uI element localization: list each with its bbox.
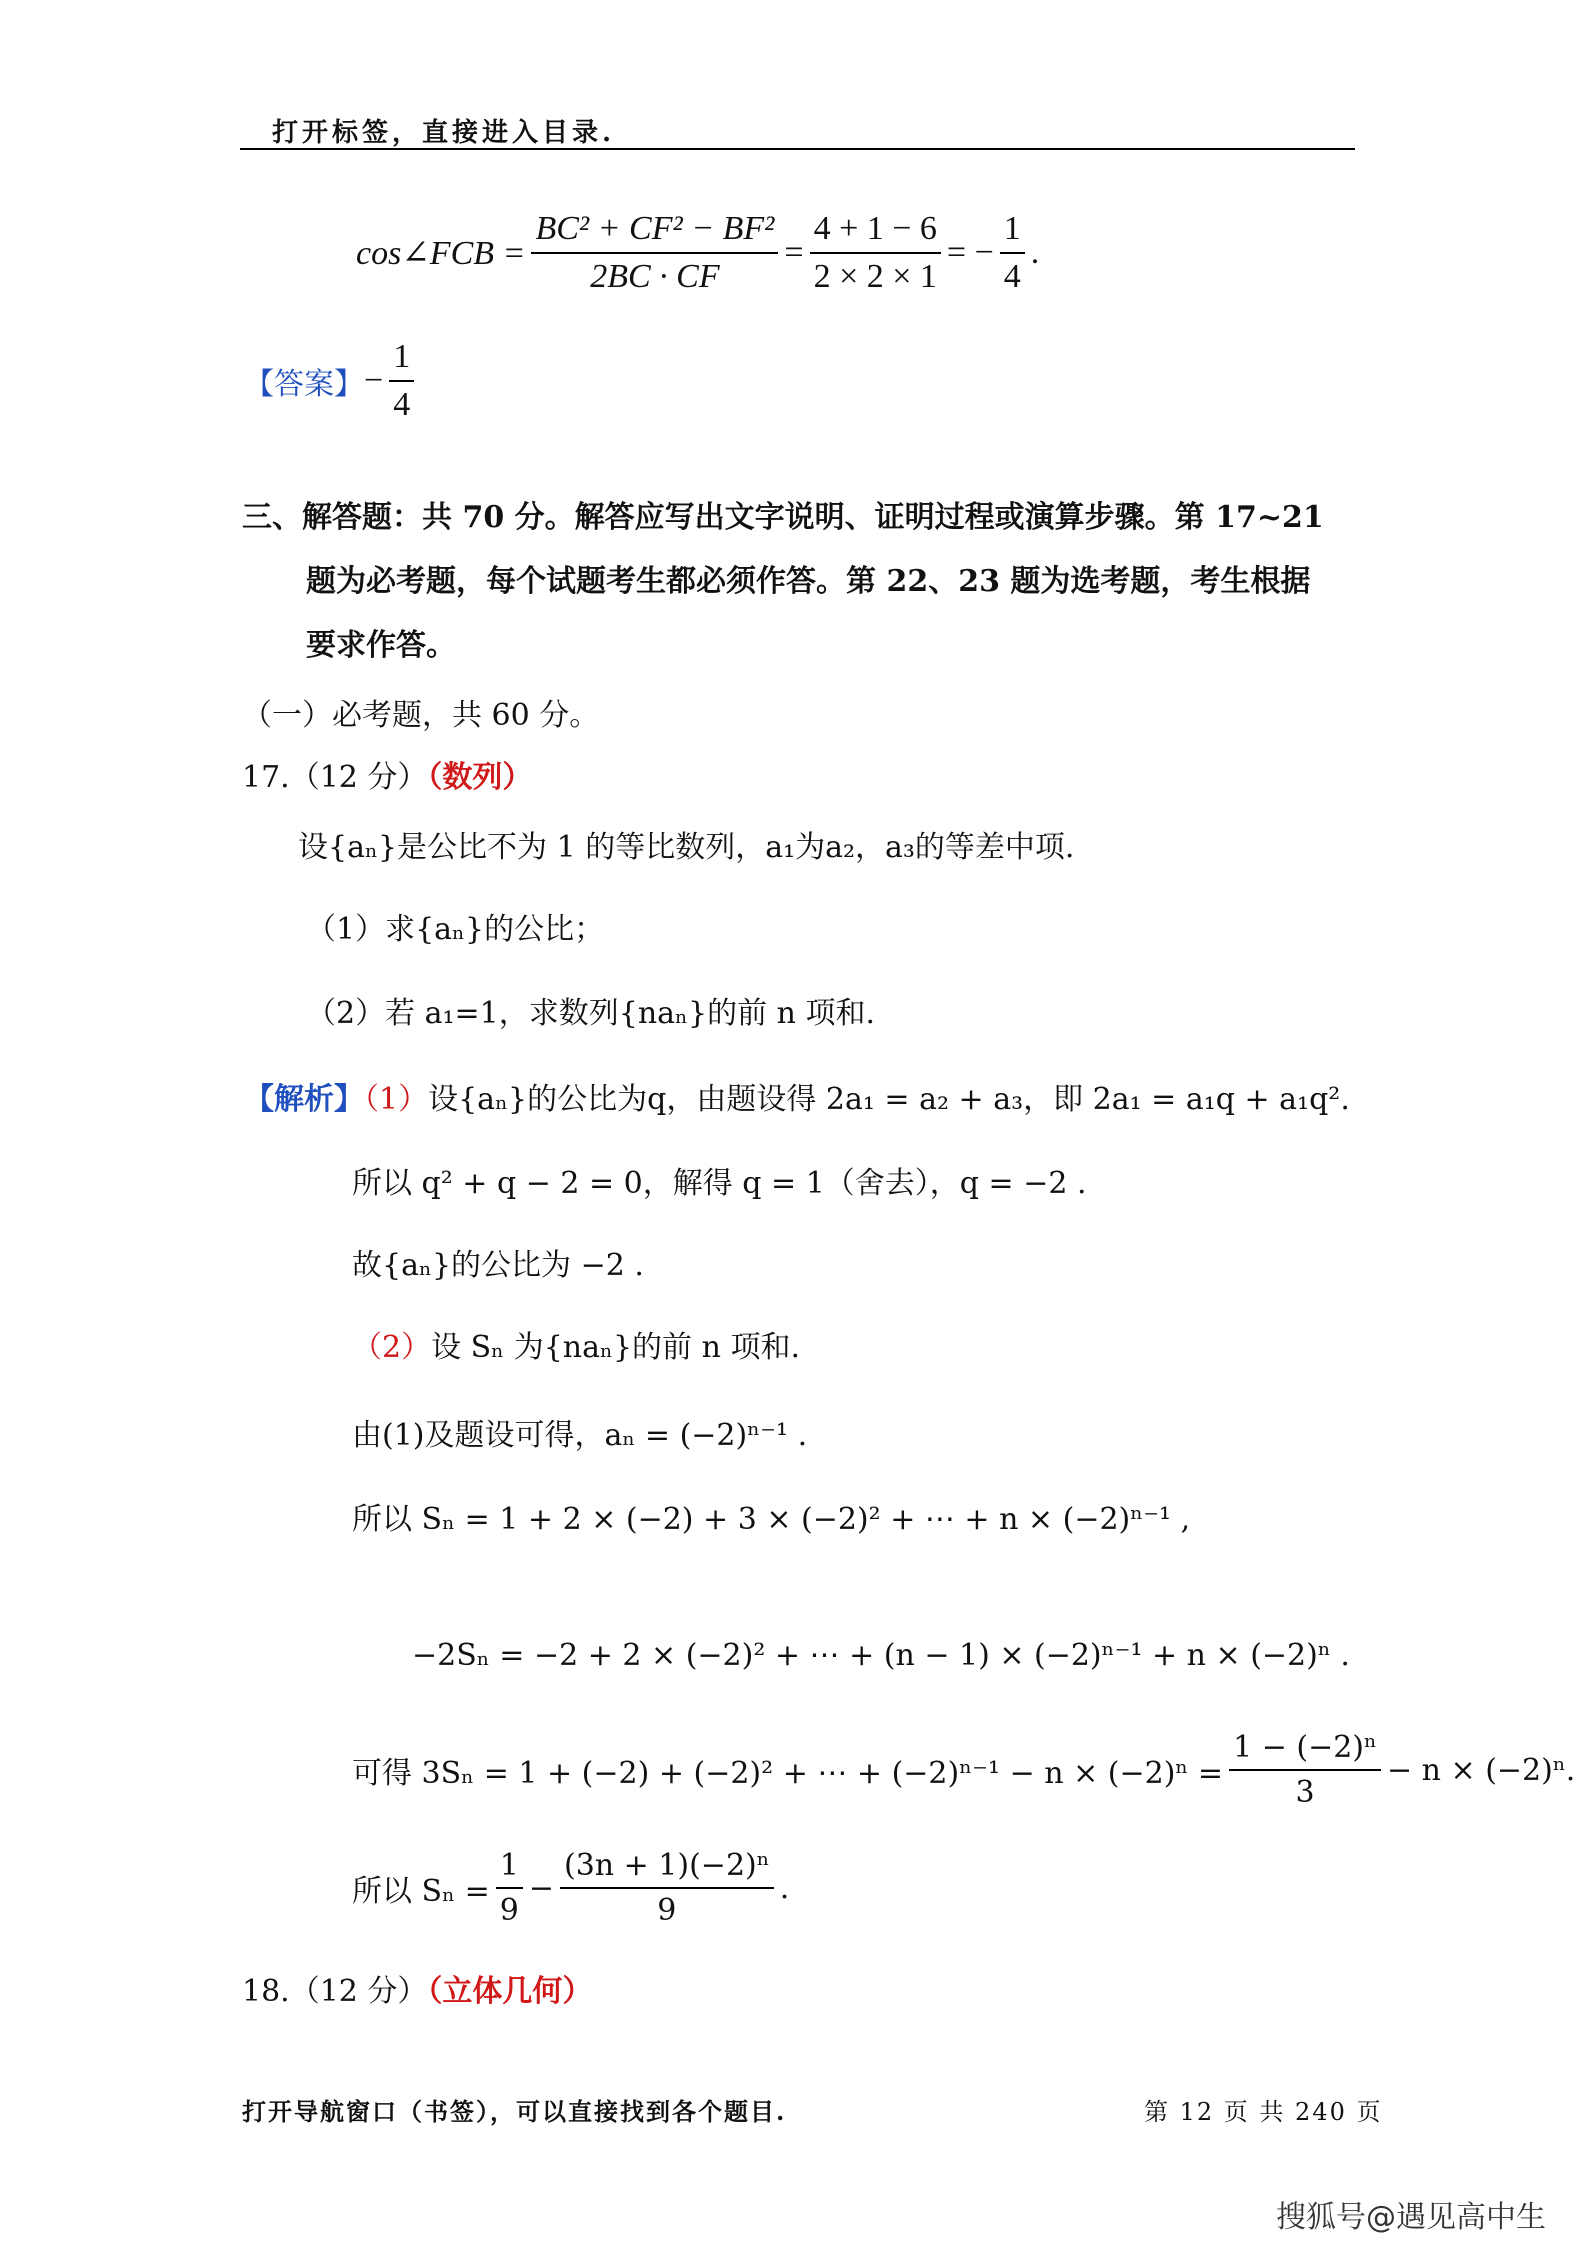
solution-line9-f2num: (3n + 1)(−2)ⁿ [560, 1848, 774, 1889]
footer-left: 打开导航窗口（书签），可以直接找到各个题目. [242, 2097, 787, 2126]
subsection-title: （一）必考题，共 60 分。 [242, 698, 600, 733]
solution-line9-end: . [779, 1870, 790, 1906]
solution-line3: 故{aₙ}的公比为 −2 . [352, 1248, 644, 1283]
answer-den: 4 [393, 386, 411, 423]
solution-part1-label: （1） [364, 1082, 429, 1117]
cos-eq: = [784, 234, 804, 271]
watermark: 搜狐号@遇见高中生 [1276, 2200, 1546, 2235]
q18-number: 18.（12 分） [242, 1974, 428, 2009]
section3-line3: 要求作答。 [306, 628, 456, 663]
solution-line5: 由(1)及题设可得，aₙ = (−2)ⁿ⁻¹ . [352, 1418, 808, 1453]
cos-frac1 [531, 210, 778, 296]
solution-part2-label: （2） [352, 1330, 432, 1365]
solution-line8-den: 3 [1295, 1775, 1315, 1810]
solution-line9-frac1 [496, 1848, 523, 1928]
cos-frac3 [1000, 210, 1025, 296]
header-rule [240, 148, 1355, 150]
q18-topic: （立体几何） [427, 1974, 593, 2009]
answer-sign: − [364, 362, 384, 399]
cos-frac3-den: 4 [1003, 258, 1021, 295]
solution-line8 [352, 1730, 1575, 1810]
cos-formula [356, 210, 1039, 296]
solution-line8-frac [1229, 1730, 1381, 1810]
cos-frac1-den: 2BC · CF [590, 258, 720, 295]
answer-block [244, 338, 420, 424]
answer-frac [389, 338, 414, 424]
cos-frac2-num: 4 + 1 − 6 [810, 210, 941, 254]
solution-line1: 设{aₙ}的公比为q，由题设得 2a₁ = a₂ + a₃，即 2a₁ = a₁q + a₁q². [428, 1082, 1350, 1117]
footer-page-number: 第 12 页 共 240 页 [1144, 2098, 1383, 2126]
q18-heading [242, 1966, 592, 2010]
solution-line9-f1num: 1 [496, 1848, 523, 1889]
solution-line4: 设 Sₙ 为{naₙ}的前 n 项和. [431, 1330, 800, 1365]
q17-part2: （2）若 a₁=1，求数列{naₙ}的前 n 项和. [306, 996, 876, 1031]
solution-line4-row [352, 1322, 800, 1366]
solution-line9 [352, 1848, 789, 1928]
solution-line8-num: 1 − (−2)ⁿ [1229, 1730, 1381, 1771]
solution-line9-frac2 [560, 1848, 774, 1928]
solution-line7: −2Sₙ = −2 + 2 × (−2)² + ⋯ + (n − 1) × (−2)ⁿ⁻¹ + n × (−2)ⁿ . [412, 1638, 1350, 1673]
solution-line1-row [244, 1074, 1350, 1118]
solution-line8-post: − n × (−2)ⁿ. [1386, 1752, 1576, 1788]
q17-heading [242, 752, 532, 796]
q17-part1: （1）求{aₙ}的公比； [306, 912, 605, 947]
solution-line8-pre: 可得 3Sₙ = 1 + (−2) + (−2)² + ⋯ + (−2)ⁿ⁻¹ − n × (−2)ⁿ = [352, 1756, 1224, 1791]
solution-line2: 所以 q² + q − 2 = 0，解得 q = 1（舍去），q = −2 . [352, 1166, 1087, 1201]
solution-line9-minus: − [528, 1870, 554, 1906]
solution-tag: 【解析】 [244, 1082, 364, 1117]
answer-tag: 【答案】 [244, 368, 364, 401]
section3-line1: 三、解答题：共 70 分。解答应写出文字说明、证明过程或演算步骤。第 17~21 [242, 500, 1324, 535]
solution-line9-f2den: 9 [657, 1893, 677, 1928]
cos-frac2-den: 2 × 2 × 1 [813, 258, 937, 295]
q17-topic: （数列） [427, 760, 533, 795]
header-note: 打开标签，直接进入目录. [272, 118, 616, 148]
q17-stem: 设{aₙ}是公比不为 1 的等比数列，a₁为a₂，a₃的等差中项. [298, 830, 1075, 865]
section3-line2: 题为必考题，每个试题考生都必须作答。第 22、23 题为选考题，考生根据 [306, 564, 1311, 599]
solution-line9-pre: 所以 Sₙ = [352, 1874, 490, 1909]
cos-end: . [1030, 234, 1040, 271]
cos-frac2 [810, 210, 941, 296]
answer-num: 1 [389, 338, 414, 382]
cos-eq2: = − [946, 234, 994, 271]
cos-lhs: cos∠FCB = [356, 235, 526, 272]
solution-line9-f1den: 9 [499, 1893, 519, 1928]
cos-frac3-num: 1 [1000, 210, 1025, 254]
cos-frac1-num: BC² + CF² − BF² [531, 210, 778, 254]
q17-number: 17.（12 分） [242, 760, 428, 795]
solution-line6: 所以 Sₙ = 1 + 2 × (−2) + 3 × (−2)² + ⋯ + n × (−2)ⁿ⁻¹ , [352, 1502, 1191, 1537]
